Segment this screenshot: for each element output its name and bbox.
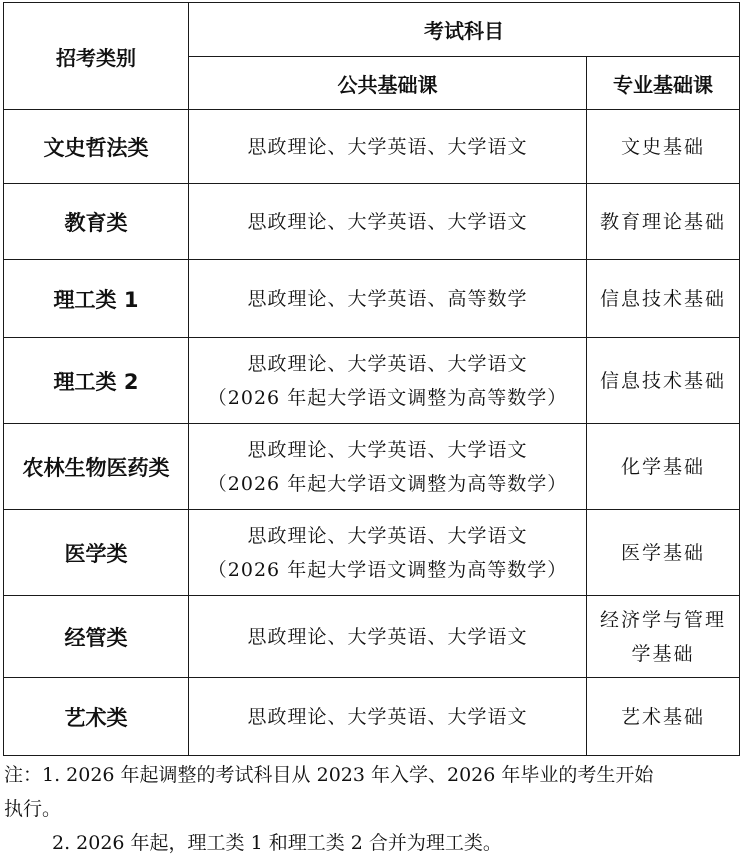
table-row — [4, 184, 740, 260]
professional-basic-line: 教育理论基础 — [599, 210, 726, 233]
public-basic-cell — [189, 184, 587, 260]
category-cell: 理工类 1 — [4, 260, 189, 338]
professional-basic-cell — [587, 596, 740, 678]
public-basic-cell — [189, 510, 587, 596]
table-row — [4, 596, 740, 678]
professional-basic-line: 艺术基础 — [620, 705, 705, 728]
professional-basic-line: 文史基础 — [620, 135, 705, 158]
public-basic-cell — [189, 110, 587, 184]
header-public-basic: 公共基础课 — [189, 57, 587, 110]
professional-basic-line: 学基础 — [631, 642, 695, 665]
professional-basic-cell — [587, 338, 740, 424]
note-line-2: 执行。 — [4, 798, 62, 820]
public-basic-cell — [189, 424, 587, 510]
category-cell: 文史哲法类 — [4, 110, 189, 184]
public-basic-cell — [189, 678, 587, 756]
public-basic-cell — [189, 260, 587, 338]
public-basic-line: 思政理论、大学英语、大学语文 — [247, 438, 528, 461]
public-basic-line: 思政理论、大学英语、高等数学 — [247, 287, 528, 310]
table-row — [4, 260, 740, 338]
public-basic-line: 思政理论、大学英语、大学语文 — [247, 135, 528, 158]
header-professional-basic: 专业基础课 — [587, 57, 740, 110]
public-basic-line: 思政理论、大学英语、大学语文 — [247, 524, 528, 547]
table-row — [4, 110, 740, 184]
category-cell: 经管类 — [4, 596, 189, 678]
public-basic-line: （2026 年起大学语文调整为高等数学） — [207, 558, 568, 581]
public-basic-cell — [189, 338, 587, 424]
professional-basic-line: 医学基础 — [620, 541, 705, 564]
public-basic-line: （2026 年起大学语文调整为高等数学） — [207, 386, 568, 409]
note-line-3: 2. 2026 年起，理工类 1 和理工类 2 合并为理工类。 — [52, 832, 502, 854]
professional-basic-cell — [587, 260, 740, 338]
professional-basic-cell — [587, 424, 740, 510]
public-basic-cell — [189, 596, 587, 678]
table-row — [4, 424, 740, 510]
professional-basic-cell — [587, 510, 740, 596]
category-cell: 农林生物医药类 — [4, 424, 189, 510]
category-cell: 艺术类 — [4, 678, 189, 756]
table-row — [4, 678, 740, 756]
header-category: 招考类别 — [4, 3, 189, 110]
note-line-1: 注：1. 2026 年起调整的考试科目从 2023 年入学、2026 年毕业的考生开始 — [4, 764, 654, 786]
public-basic-line: 思政理论、大学英语、大学语文 — [247, 625, 528, 648]
exam-subjects-table — [3, 2, 740, 756]
table-row — [4, 510, 740, 596]
notes — [4, 758, 742, 860]
category-cell: 理工类 2 — [4, 338, 189, 424]
public-basic-line: （2026 年起大学语文调整为高等数学） — [207, 472, 568, 495]
table-row — [4, 338, 740, 424]
table-body — [4, 110, 740, 756]
professional-basic-cell — [587, 110, 740, 184]
public-basic-line: 思政理论、大学英语、大学语文 — [247, 352, 528, 375]
category-cell: 教育类 — [4, 184, 189, 260]
professional-basic-line: 化学基础 — [620, 455, 705, 478]
professional-basic-cell — [587, 678, 740, 756]
header-exam-subjects: 考试科目 — [189, 3, 740, 57]
professional-basic-line: 信息技术基础 — [599, 287, 726, 310]
professional-basic-cell — [587, 184, 740, 260]
category-cell: 医学类 — [4, 510, 189, 596]
professional-basic-line: 经济学与管理 — [599, 608, 726, 631]
public-basic-line: 思政理论、大学英语、大学语文 — [247, 705, 528, 728]
public-basic-line: 思政理论、大学英语、大学语文 — [247, 210, 528, 233]
professional-basic-line: 信息技术基础 — [599, 369, 726, 392]
